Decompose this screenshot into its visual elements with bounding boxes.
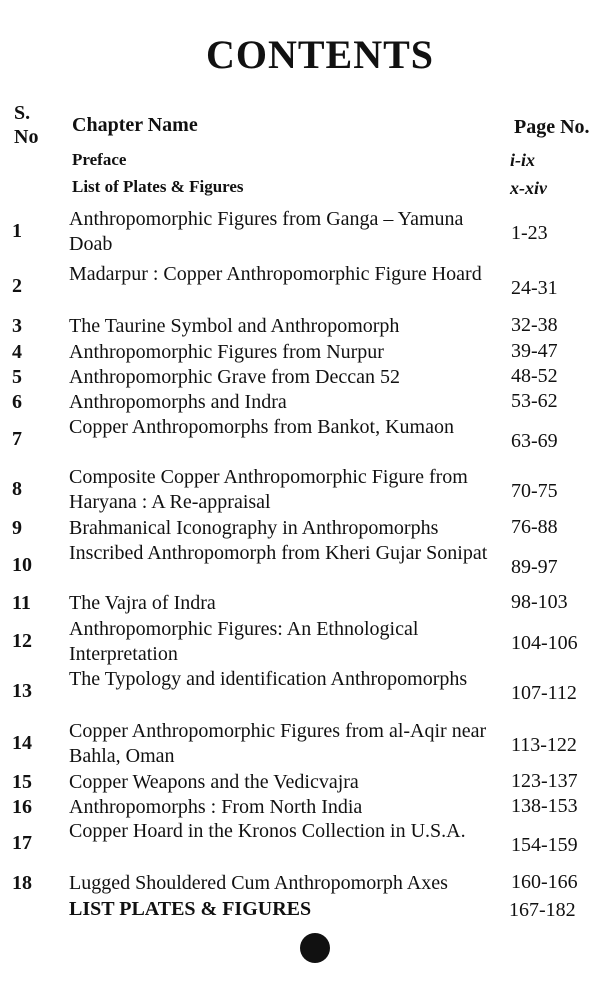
chapter-number: 7 [12,428,22,450]
chapter-pages: 24-31 [511,277,558,299]
chapter-pages: 98-103 [511,591,568,613]
list-item [0,207,600,257]
chapter-title: Anthropomorphs and Indra [69,391,287,413]
chapter-pages: 39-47 [511,340,558,362]
list-item [0,340,600,365]
chapter-title: Lugged Shouldered Cum Anthropomorph Axes [69,872,448,894]
chapter-number: 18 [12,871,32,894]
chapter-pages: 63-69 [511,430,558,452]
bullet-dot [300,933,330,963]
chapter-number: 3 [12,314,22,337]
chapter-pages: 107-112 [511,682,577,704]
list-item [0,390,600,415]
header-sno: S. No [14,102,39,148]
chapter-pages: 104-106 [511,632,578,654]
front-matter-plates: List of Plates & Figures [72,177,244,196]
chapter-pages: 1-23 [511,222,548,244]
chapter-number: 5 [12,365,22,388]
chapter-pages: 76-88 [511,516,558,538]
chapter-number: 15 [12,770,32,793]
chapter-pages: 123-137 [511,770,578,792]
list-item [0,591,600,616]
chapter-title: Anthropomorphic Figures from Ganga – Yamuna Doab [69,208,464,255]
chapter-pages: 48-52 [511,365,558,387]
chapter-number: 4 [12,340,22,363]
chapter-pages: 138-153 [511,795,578,817]
chapter-number: 14 [12,732,32,754]
chapter-title: Anthropomorphic Figures: An Ethnological Interpretation [69,618,419,665]
chapter-title: Inscribed Anthropomorph from Kheri Gujar Sonipat [69,542,488,564]
list-item [0,770,600,795]
chapter-pages: 32-38 [511,314,558,336]
chapter-title: Brahmanical Iconography in Anthropomorphs [69,517,439,539]
header-chapter-name: Chapter Name [72,114,198,136]
chapter-title: The Typology and identification Anthropomorphs [69,668,468,690]
chapter-pages: 154-159 [511,834,578,856]
chapter-number: 17 [12,832,32,854]
chapter-title: The Vajra of Indra [69,592,216,614]
chapter-title: Anthropomorphic Grave from Deccan 52 [69,366,400,388]
list-item [0,465,600,515]
chapter-number: 9 [12,516,22,539]
chapter-title: Anthropomorphs : From North India [69,796,363,818]
chapter-pages: 70-75 [511,480,558,502]
list-item [0,819,600,869]
chapter-number: 16 [12,795,32,818]
list-item [0,719,600,769]
header-page-no: Page No. [514,116,590,138]
chapter-title: Copper Anthropomorphic Figures from al-Aqir near Bahla, Oman [69,720,487,767]
chapter-pages: 113-122 [511,734,577,756]
chapter-title: Copper Anthropomorphs from Bankot, Kumaon [69,416,454,438]
chapter-number: 1 [12,220,22,242]
chapter-number: 10 [12,554,32,576]
list-item [0,871,600,896]
chapter-pages: 53-62 [511,390,558,412]
chapter-number: 11 [12,591,31,614]
chapter-number: 13 [12,680,32,702]
chapter-number: 12 [12,630,32,652]
chapter-pages: 160-166 [511,871,578,893]
list-item [0,795,600,820]
chapter-number: 6 [12,390,22,413]
chapter-title: Copper Hoard in the Kronos Collection in U.S.A. [69,820,466,842]
list-item [0,667,600,717]
end-matter-title: LIST PLATES & FIGURES [69,898,312,920]
front-matter-preface-pages: i-ix [510,150,535,170]
list-item [0,262,600,312]
list-item [0,365,600,390]
chapter-title: The Taurine Symbol and Anthropomorph [69,315,400,337]
list-item [0,314,600,339]
front-matter-plates-pages: x-xiv [510,178,547,198]
list-item [0,541,600,591]
chapter-number: 8 [12,478,22,500]
list-item [0,516,600,541]
page-title: CONTENTS [205,32,435,77]
chapter-title: Anthropomorphic Figures from Nurpur [69,341,384,363]
list-item [0,617,600,667]
end-matter-pages: 167-182 [509,899,576,921]
chapter-title: Madarpur : Copper Anthropomorphic Figure Hoard [69,263,482,285]
list-item [0,415,600,465]
chapter-title: Copper Weapons and the Vedicvajra [69,771,359,793]
chapter-title: Composite Copper Anthropomorphic Figure from Haryana : A Re-appraisal [69,466,468,513]
chapter-number: 2 [12,275,22,297]
front-matter-preface: Preface [72,150,127,169]
chapter-pages: 89-97 [511,556,558,578]
